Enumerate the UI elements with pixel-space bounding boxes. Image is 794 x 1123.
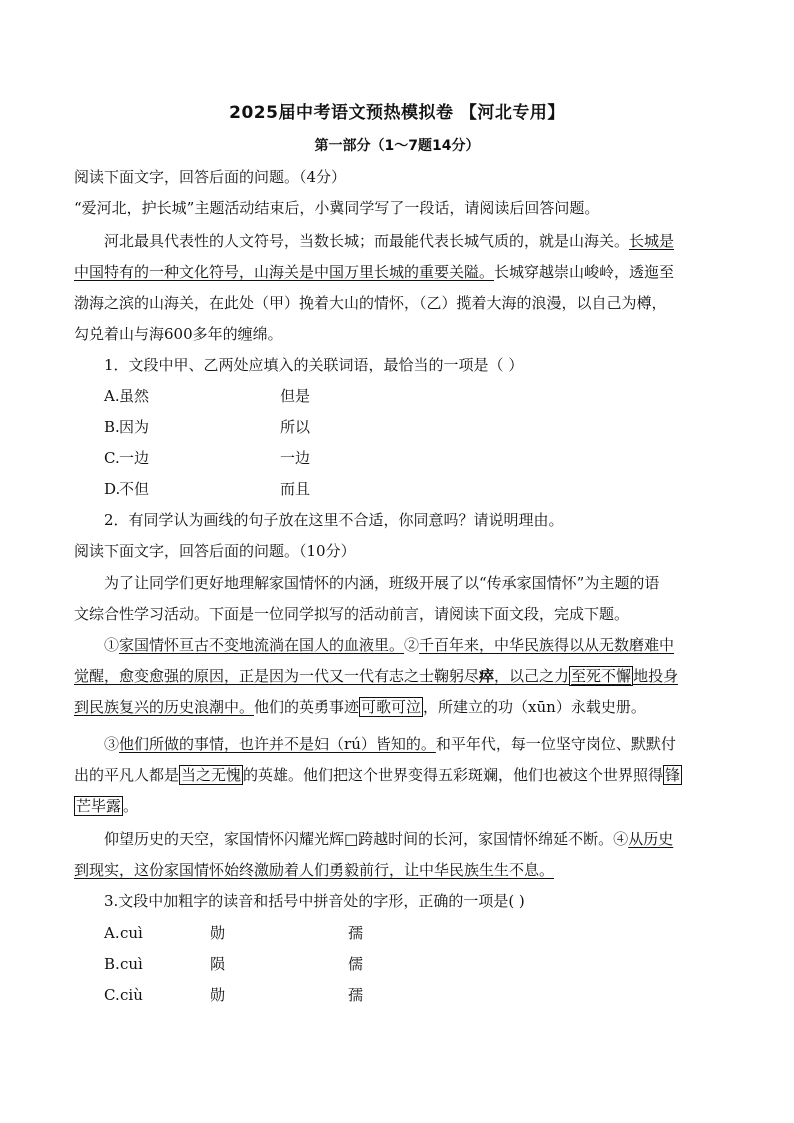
boxed-phrase: 至死不懈 — [571, 667, 632, 685]
section2-context-line2: 文综合性学习活动。下面是一位同学拟写的活动前言，请阅读下面文段，完成下题。 — [74, 605, 630, 623]
section2-context-line1: 为了让同学们更好地理解家国情怀的内涵，班级开展了以“传承家国情怀”为主题的语 — [104, 574, 660, 592]
question-2: 2．有同学认为画线的句子放在这里不合适，你同意吗？请说明理由。 — [104, 511, 564, 529]
passage2-line1: ①家国情怀亘古不变地流淌在国人的血液里。②千百年来，中华民族得以从无数磨难中 — [104, 636, 675, 654]
section1-intro: 阅读下面文字，回答后面的问题。（4分） — [74, 168, 347, 186]
passage2-line8: 到现实，这份家国情怀始终激励着人们勇毅前行，让中华民族生生不息。 — [74, 861, 555, 879]
passage2-line2: 觉醒，愈变愈强的原因，正是因为一代又一代有志之士鞠躬尽瘁，以己之力 至死不懈 地投身 — [74, 667, 679, 685]
passage1-line4: 勾兑着山与海600多年的缠绵。 — [74, 325, 283, 343]
passage2-line4: ③他们所做的事情，也许并不是妇（rú）皆知的。和平年代，每一位坚守岗位、默默付 — [104, 735, 676, 753]
boxed-phrase: 当之无愧 — [181, 766, 242, 784]
underlined-sentence: 中国特有的一种文化符号，山海关是中国万里长城的重要关隘。 — [74, 263, 495, 281]
boxed-phrase: 锋 — [665, 766, 681, 784]
underlined-sentence: 长城是 — [629, 232, 675, 250]
exam-page: 2025届中考语文预热模拟卷 【河北专用】 第一部分（1～7题14分） 阅读下面文字，回答后面的问题。（4分） “爱河北，护长城”主题活动结束后，小冀同学写了一段话，请阅读后回答问题。 河北最具代表性的人文符号，当数长城；而最能代表长城气质的，就是山海关。长城是 中国特有的一种文化符号，山海关是中国万里长城的重要关隘。长城穿越崇山峻岭，透迤至 渤海之滨的山海关，在此处（甲）挽着大山的情怀，（乙）揽着大海的浪漫，以自己为樽， 勾兑着山与海600多年的缠绵。 1．文段中甲、乙两处应填入的关联词语，最恰当的一项是（ ） A. 虽然 但是 B. 因为 所以 C. 一边 一边 D. 不但 而且 2．有同学认为画线的句子放在这里不合适，你同意吗？请说明理由。 阅读下面文字，回答后面的问题。（10分） 为了让同学们更好地理解家国情怀的内涵，班级开展了以“传承家国情怀”为主题的语 文综合性学习活动。下面是一位同学拟写的活动前言，请阅读下面文段，完成下题。 ①家国情怀亘古不变地流淌在国人的血液里。②千百年来，中华民族得以从无数磨难中 觉醒，愈变愈强的原因，正是因为一代又一代有志之士鞠躬尽瘁，以己之力 至死不懈 地投身 到民族复兴的历史浪潮中。他们的英勇事迹 可歌可泣 ，所建立的功（xūn）永载史册。 ③他们所做的事情，也许并不是妇（rú）皆知的。和平年代，每一位坚守岗位、默默付 出的平凡人都是 当之无愧 的英雄。他们把这个世界变得五彩斑斓，他们也被这个世界照得 锋 芒毕露 。 仰望历史的天空，家国情怀闪耀光辉□跨越时间的长河，家国情怀绵延不断。④从历史 到现实，这份家国情怀始终激励着人们勇毅前行，让中华民族生生不息。 3.文段中加粗字的读音和括号中拼音处的字形，正确的一项是( ) A. cuì 勋 孺 B. cuì 陨 儒 C. ciù 勋 孺 — [0, 0, 794, 1123]
bold-character: 瘁 — [479, 667, 495, 685]
passage2-line6: 芒毕露 。 — [76, 797, 139, 815]
part-heading: 第一部分（1～7题14分） — [314, 138, 480, 154]
boxed-phrase: 可歌可泣 — [361, 698, 422, 716]
passage2-line3: 到民族复兴的历史浪潮中。他们的英勇事迹 可歌可泣 ，所建立的功（xūn）永载史册。 — [74, 698, 646, 716]
section2-intro: 阅读下面文字，回答后面的问题。（10分） — [74, 542, 356, 560]
question-3: 3.文段中加粗字的读音和括号中拼音处的字形，正确的一项是( ) — [104, 892, 525, 910]
passage1-line1 — [104, 231, 674, 251]
section1-context: “爱河北，护长城”主题活动结束后，小冀同学写了一段话，请阅读后回答问题。 — [74, 199, 600, 217]
exam-title: 2025届中考语文预热模拟卷 【河北专用】 — [229, 103, 565, 123]
question-1: 1．文段中甲、乙两处应填入的关联词语，最恰当的一项是（ ） — [104, 356, 524, 374]
passage2-line7: 仰望历史的天空，家国情怀闪耀光辉□跨越时间的长河，家国情怀绵延不断。④从历史 — [104, 830, 674, 848]
passage1-line3: 渤海之滨的山海关，在此处（甲）挽着大山的情怀，（乙）揽着大海的浪漫，以自己为樽， — [74, 294, 667, 312]
boxed-phrase: 芒毕露 — [76, 797, 122, 815]
passage1-line2 — [74, 262, 674, 282]
passage-text: 河北最具代表性的人文符号，当数长城；而最能代表长城气质的，就是山海关。 — [104, 232, 630, 250]
passage-text: 长城穿越崇山峻岭，透迤至 — [494, 263, 675, 281]
passage2-line5: 出的平凡人都是 当之无愧 的英雄。他们把这个世界变得五彩斑斓，他们也被这个世界照得 锋 — [74, 766, 681, 784]
